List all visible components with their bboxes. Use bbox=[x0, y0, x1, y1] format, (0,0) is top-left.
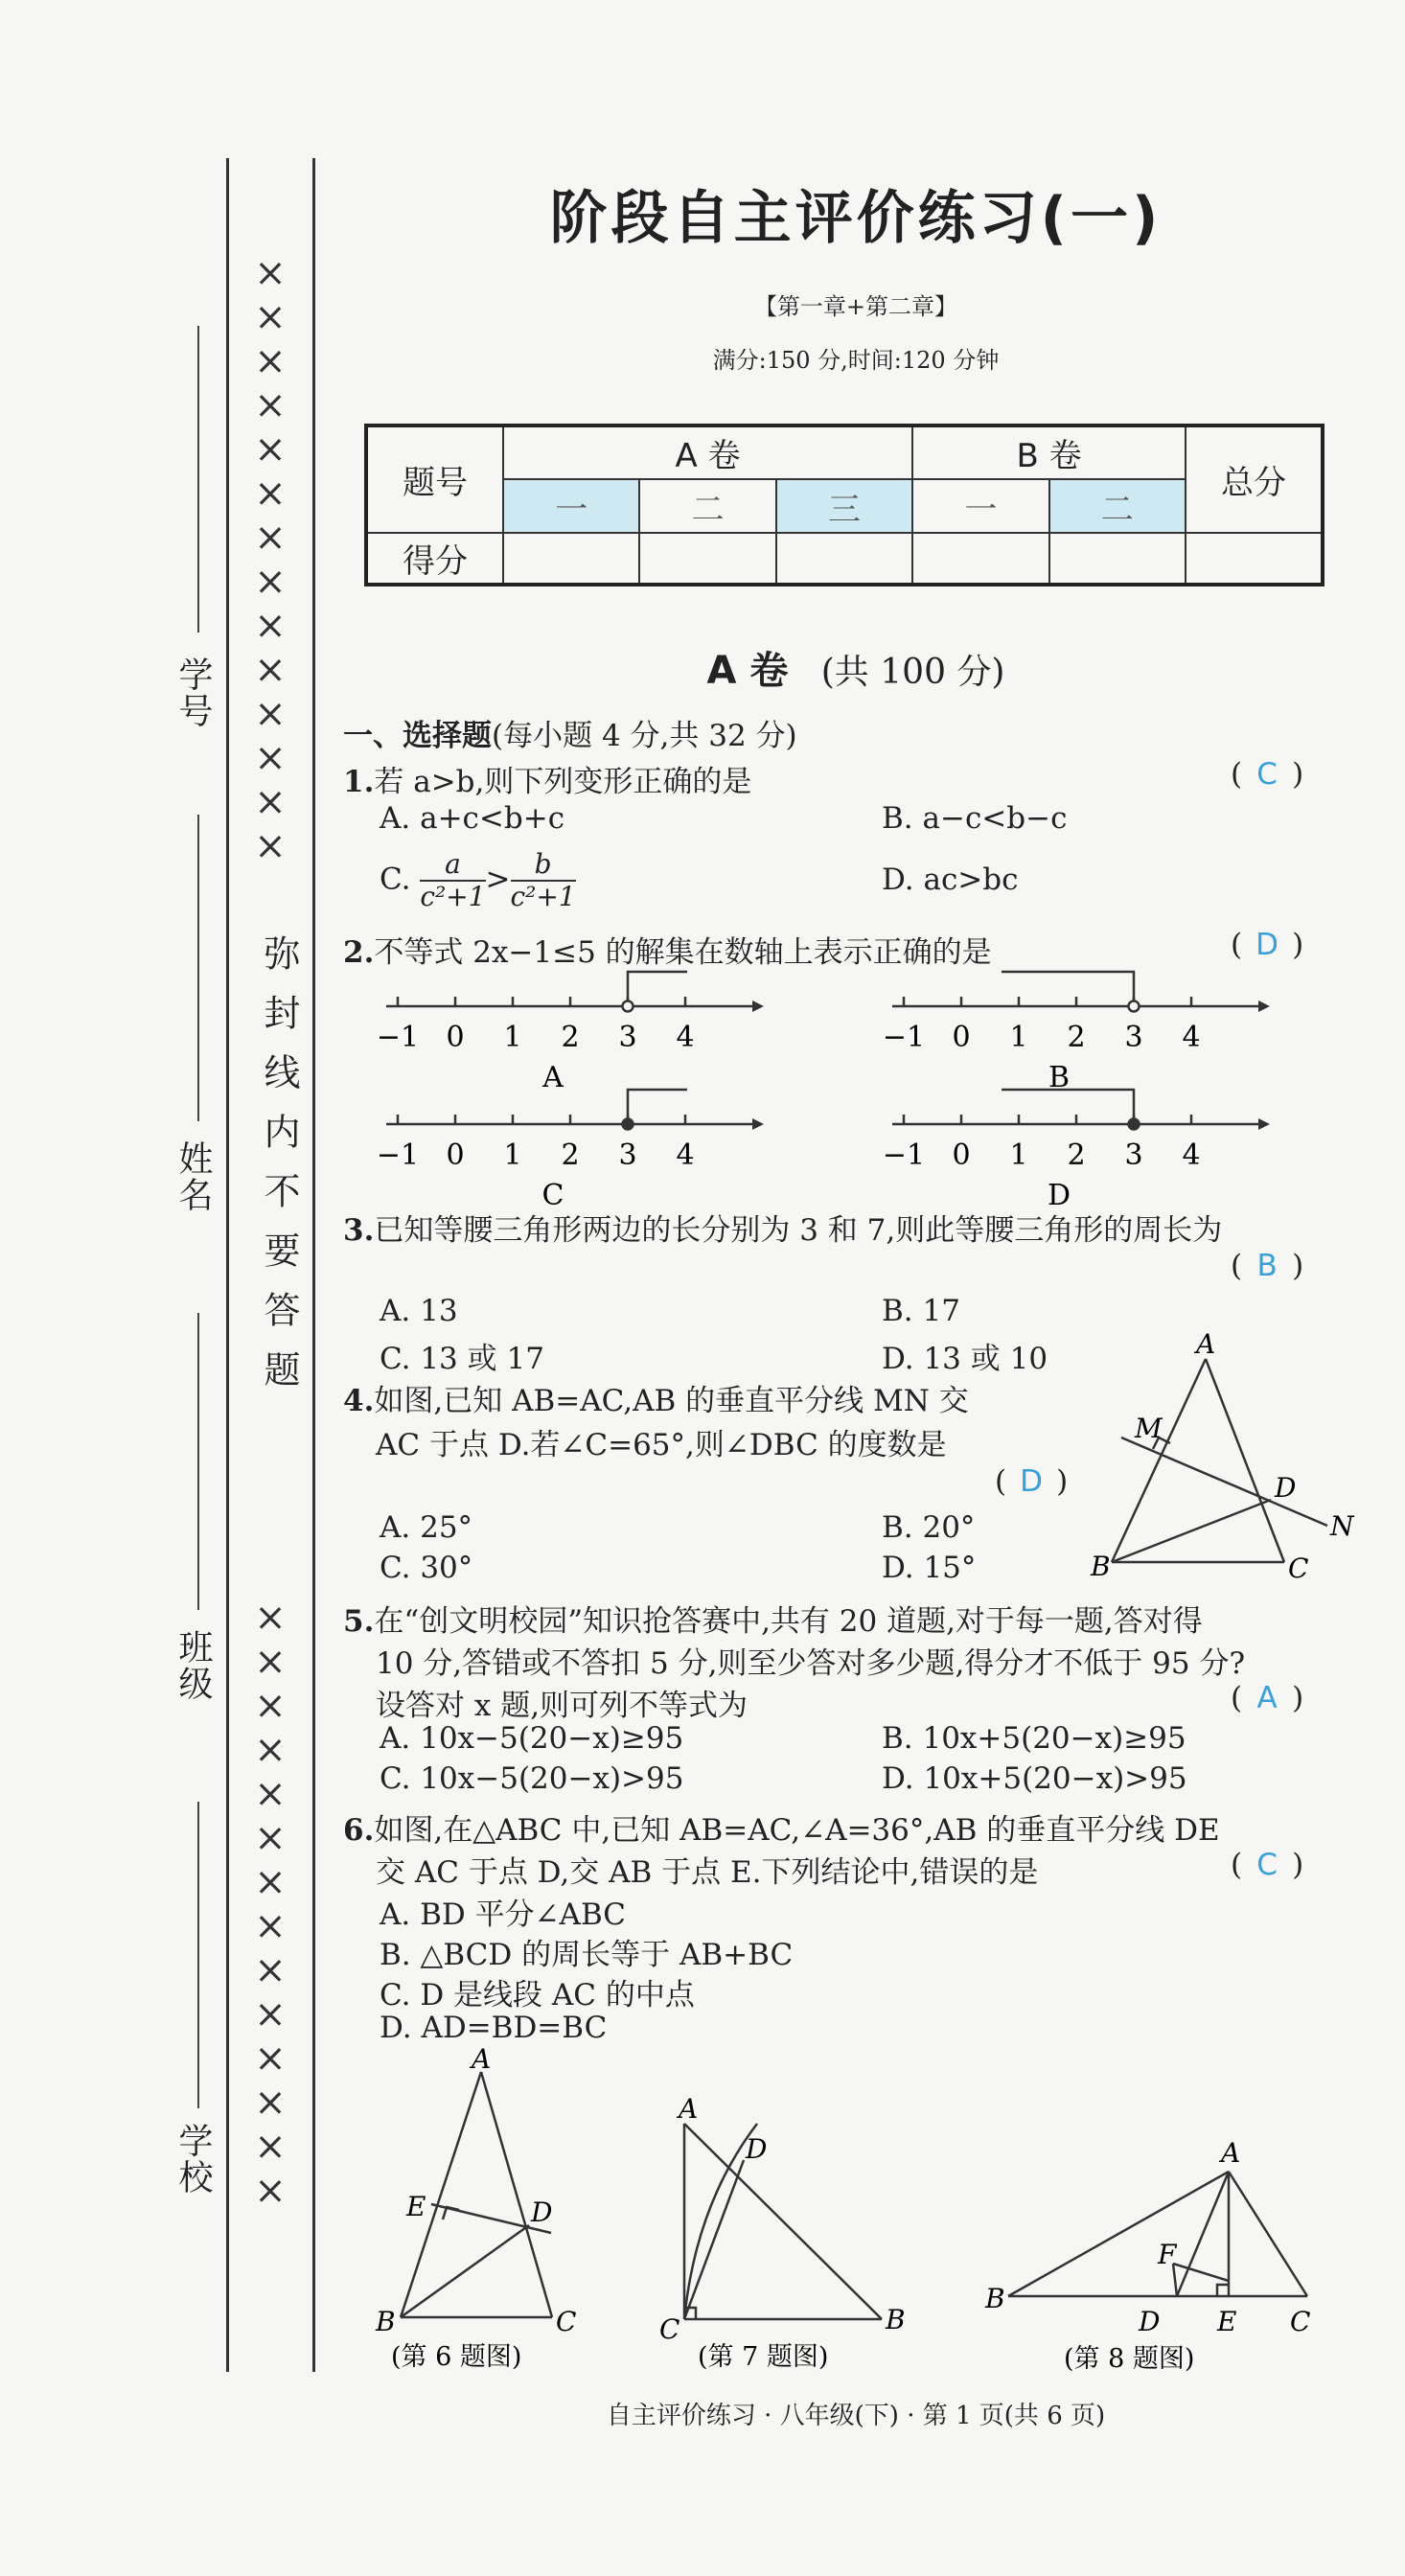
q1-c-den2: c²+1 bbox=[510, 881, 576, 913]
fig6-point-c: C bbox=[556, 2306, 577, 2337]
fig8 bbox=[978, 2128, 1332, 2386]
solution-ray bbox=[628, 1090, 687, 1124]
number-line-tick-label: 0 bbox=[446, 1021, 465, 1054]
q1-c-den1: c²+1 bbox=[420, 881, 486, 913]
q1-c-op: > bbox=[485, 862, 511, 897]
q3-option-d: D. 13 或 10 bbox=[882, 1342, 1048, 1376]
fig8-point-d: D bbox=[1139, 2306, 1161, 2337]
q2-num: 2. bbox=[343, 935, 375, 970]
number-line-tick-label: 3 bbox=[1124, 1138, 1143, 1172]
q6-option-b: B. △BCD 的周长等于 AB+BC bbox=[380, 1938, 794, 1972]
class-blank[interactable] bbox=[197, 1313, 199, 1610]
q3-option-a: A. 13 bbox=[380, 1294, 458, 1328]
q1-answer-value: C bbox=[1256, 757, 1278, 792]
closed-point bbox=[623, 1119, 633, 1130]
q4-text1: 如图,已知 AB=AC,AB 的垂直平分线 MN 交 bbox=[374, 1384, 969, 1418]
q6-answer: ( C ) bbox=[1231, 1848, 1304, 1882]
q4-num: 4. bbox=[343, 1384, 375, 1418]
part-a-header: A 卷 bbox=[503, 426, 912, 479]
school-label: 学校 bbox=[173, 2123, 213, 2196]
fig7-caption: (第 7 题图) bbox=[698, 2342, 829, 2372]
q4-option-a: A. 25° bbox=[380, 1510, 473, 1545]
page-title: 阶段自主评价练习(一) bbox=[549, 185, 1163, 252]
open-point bbox=[1129, 1001, 1140, 1012]
q4-figure bbox=[1083, 1328, 1370, 1584]
q6-option-a: A. BD 平分∠ABC bbox=[380, 1898, 627, 1932]
b-item-1: 一 bbox=[912, 479, 1048, 533]
number-line-tick-label: 1 bbox=[1009, 1021, 1028, 1054]
number-line-tick-label: 4 bbox=[676, 1021, 695, 1054]
number-line-tick-label: 2 bbox=[1067, 1138, 1086, 1172]
q6-option-c: C. D 是线段 AC 的中点 bbox=[380, 1978, 695, 2012]
q6-text1: 如图,在△ABC 中,已知 AB=AC,∠A=36°,AB 的垂直平分线 DE bbox=[374, 1813, 1220, 1848]
margin-crosses-bottom: ×××××××××××××× bbox=[248, 1596, 292, 2213]
number-label: 学号 bbox=[173, 656, 213, 729]
number-line-arrow bbox=[752, 1000, 764, 1012]
part1-note: (每小题 4 分,共 32 分) bbox=[492, 719, 797, 753]
q5-num: 5. bbox=[343, 1604, 375, 1639]
number-line-figures bbox=[0, 0, 1405, 1212]
q5-answer: ( A ) bbox=[1231, 1681, 1304, 1715]
fig6-point-a: A bbox=[472, 2043, 492, 2075]
q3-option-b: B. 17 bbox=[882, 1294, 960, 1328]
fig6-point-b: B bbox=[376, 2306, 396, 2337]
margin-seal-text: 弥封线内不要答题 bbox=[258, 934, 300, 1410]
q3-answer: ( B ) bbox=[1231, 1249, 1304, 1283]
q6-answer-value: C bbox=[1256, 1848, 1278, 1882]
fig8-point-b: B bbox=[985, 2283, 1005, 2314]
solution-ray bbox=[1002, 972, 1134, 1006]
number-line-tick-label: 3 bbox=[618, 1021, 637, 1054]
fig8-point-c: C bbox=[1290, 2306, 1311, 2337]
q1-text: 若 a>b,则下列变形正确的是 bbox=[374, 765, 752, 799]
q4-answer: ( D ) bbox=[995, 1464, 1069, 1499]
q4-stem-line2: AC 于点 D.若∠C=65°,则∠DBC 的度数是 bbox=[376, 1428, 947, 1462]
q1-c-num2: b bbox=[511, 849, 576, 882]
q6-option-d: D. AD=BD=BC bbox=[380, 2011, 608, 2045]
fig7-point-a: A bbox=[679, 2093, 699, 2125]
q5-stem-line2: 10 分,答错或不答扣 5 分,则至少答对多少题,得分才不低于 95 分? bbox=[376, 1646, 1246, 1681]
number-line-option-label: B bbox=[1048, 1061, 1071, 1094]
number-line-tick-label: 0 bbox=[952, 1021, 971, 1054]
q5-option-c: C. 10x−5(20−x)>95 bbox=[380, 1761, 684, 1796]
q5-stem-line3: 设答对 x 题,则可列不等式为 bbox=[376, 1689, 749, 1723]
q6-num: 6. bbox=[343, 1813, 375, 1848]
page-footer: 自主评价练习 · 八年级(下) · 第 1 页(共 6 页) bbox=[606, 2402, 1106, 2430]
q1-c-prefix: C. bbox=[380, 862, 411, 897]
fig7-point-c: C bbox=[659, 2313, 680, 2345]
q5-option-b: B. 10x+5(20−x)≥95 bbox=[882, 1721, 1186, 1756]
q4-point-b: B bbox=[1091, 1551, 1111, 1582]
fig6 bbox=[364, 2043, 613, 2386]
number-line-arrow bbox=[752, 1118, 764, 1130]
q5-option-d: D. 10x+5(20−x)>95 bbox=[882, 1761, 1187, 1796]
number-line-tick-label: −1 bbox=[882, 1021, 926, 1054]
number-line-tick-label: 0 bbox=[952, 1138, 971, 1172]
a-item-3: 三 bbox=[776, 479, 912, 533]
fig6-caption: (第 6 题图) bbox=[391, 2342, 522, 2372]
fig8-point-e: E bbox=[1217, 2306, 1237, 2337]
q1-answer: ( C ) bbox=[1231, 757, 1304, 792]
q1-option-b: B. a−c<b−c bbox=[882, 801, 1068, 836]
number-line-tick-label: 2 bbox=[561, 1138, 580, 1172]
number-line-tick-label: 2 bbox=[1067, 1021, 1086, 1054]
q3-text: 已知等腰三角形两边的长分别为 3 和 7,则此等腰三角形的周长为 bbox=[374, 1213, 1223, 1248]
q4-stem-line1 bbox=[343, 1376, 969, 1419]
name-label: 姓名 bbox=[173, 1140, 213, 1213]
q3-num: 3. bbox=[343, 1213, 375, 1248]
section-a-points: (共 100 分) bbox=[820, 653, 1005, 692]
fig8-point-f: F bbox=[1158, 2239, 1177, 2270]
school-blank[interactable] bbox=[197, 1802, 199, 2108]
number-line-tick-label: 4 bbox=[676, 1138, 695, 1172]
q4-answer-value: D bbox=[1020, 1464, 1044, 1499]
part1-title: 一、选择题 bbox=[343, 719, 492, 753]
q5-option-a: A. 10x−5(20−x)≥95 bbox=[380, 1721, 684, 1756]
fig8-point-a: A bbox=[1221, 2137, 1241, 2169]
q6-stem-line1 bbox=[343, 1806, 1220, 1849]
q4-option-d: D. 15° bbox=[882, 1551, 977, 1585]
a-item-1: 一 bbox=[503, 479, 639, 533]
number-line-tick-label: −1 bbox=[376, 1021, 420, 1054]
fig7-point-d: D bbox=[746, 2133, 768, 2165]
q1-option-a: A. a+c<b+c bbox=[380, 801, 565, 836]
q2-answer-value: D bbox=[1255, 928, 1279, 962]
q3-answer-value: B bbox=[1256, 1249, 1278, 1283]
q1-num: 1. bbox=[343, 765, 375, 799]
number-line-arrow bbox=[1258, 1000, 1270, 1012]
number-line-tick-label: 3 bbox=[1124, 1021, 1143, 1054]
margin-crosses-top: ×××××××××××××× bbox=[248, 251, 292, 868]
q5-stem-line1 bbox=[343, 1597, 1203, 1640]
q4-option-c: C. 30° bbox=[380, 1551, 473, 1585]
q2-text: 不等式 2x−1≤5 的解集在数轴上表示正确的是 bbox=[374, 935, 992, 970]
fig8-caption: (第 8 题图) bbox=[1064, 2344, 1195, 2374]
q4-point-c: C bbox=[1288, 1552, 1309, 1584]
open-point bbox=[623, 1001, 633, 1012]
part-b-header: B 卷 bbox=[912, 426, 1186, 479]
number-line-tick-label: 1 bbox=[1009, 1138, 1028, 1172]
q3-stem bbox=[343, 1206, 1222, 1249]
number-line-tick-label: 2 bbox=[561, 1021, 580, 1054]
number-line-tick-label: 4 bbox=[1182, 1021, 1201, 1054]
closed-point bbox=[1129, 1119, 1140, 1130]
row-label: 得分 bbox=[366, 533, 503, 585]
fig6-point-d: D bbox=[531, 2196, 553, 2228]
fig7-point-b: B bbox=[886, 2304, 906, 2335]
number-line-option-label: A bbox=[542, 1061, 564, 1094]
number-line-option-label: D bbox=[1047, 1179, 1071, 1212]
col-label: 题号 bbox=[366, 426, 503, 533]
q5-text1: 在“创文明校园”知识抢答赛中,共有 20 道题,对于每一题,答对得 bbox=[374, 1604, 1203, 1639]
q4-point-m: M bbox=[1135, 1413, 1163, 1444]
solution-ray bbox=[1002, 1090, 1134, 1124]
fig6-point-e: E bbox=[406, 2191, 426, 2222]
exam-meta: 满分:150 分,时间:120 分钟 bbox=[712, 347, 1000, 374]
number-line-option-label: C bbox=[541, 1179, 564, 1212]
total-label: 总分 bbox=[1186, 426, 1323, 533]
number-line-tick-label: −1 bbox=[882, 1138, 926, 1172]
number-line-arrow bbox=[1258, 1118, 1270, 1130]
b-item-2: 二 bbox=[1049, 479, 1186, 533]
number-line-tick-label: 4 bbox=[1182, 1138, 1201, 1172]
q4-point-n: N bbox=[1330, 1510, 1354, 1542]
q6-stem-line2: 交 AC 于点 D,交 AB 于点 E.下列结论中,错误的是 bbox=[376, 1855, 1039, 1890]
number-line-tick-label: 1 bbox=[503, 1138, 522, 1172]
q2-answer: ( D ) bbox=[1231, 928, 1304, 962]
fig7 bbox=[642, 2089, 930, 2386]
q4-point-a: A bbox=[1196, 1328, 1216, 1360]
q4-option-b: B. 20° bbox=[882, 1510, 976, 1545]
number-line-tick-label: 3 bbox=[618, 1138, 637, 1172]
section-a-name: A 卷 bbox=[706, 649, 789, 693]
solution-ray bbox=[628, 972, 687, 1006]
q4-point-d: D bbox=[1275, 1472, 1297, 1504]
class-label: 班级 bbox=[173, 1629, 213, 1702]
q5-answer-value: A bbox=[1256, 1681, 1278, 1715]
number-line-tick-label: 1 bbox=[503, 1021, 522, 1054]
q1-c-num1: a bbox=[420, 849, 485, 882]
number-line-tick-label: −1 bbox=[376, 1138, 420, 1172]
chapter-range: 【第一章+第二章】 bbox=[753, 293, 958, 320]
number-line-tick-label: 0 bbox=[446, 1138, 465, 1172]
q3-option-c: C. 13 或 17 bbox=[380, 1342, 544, 1376]
a-item-2: 二 bbox=[639, 479, 775, 533]
q1-option-d: D. ac>bc bbox=[882, 862, 1019, 897]
